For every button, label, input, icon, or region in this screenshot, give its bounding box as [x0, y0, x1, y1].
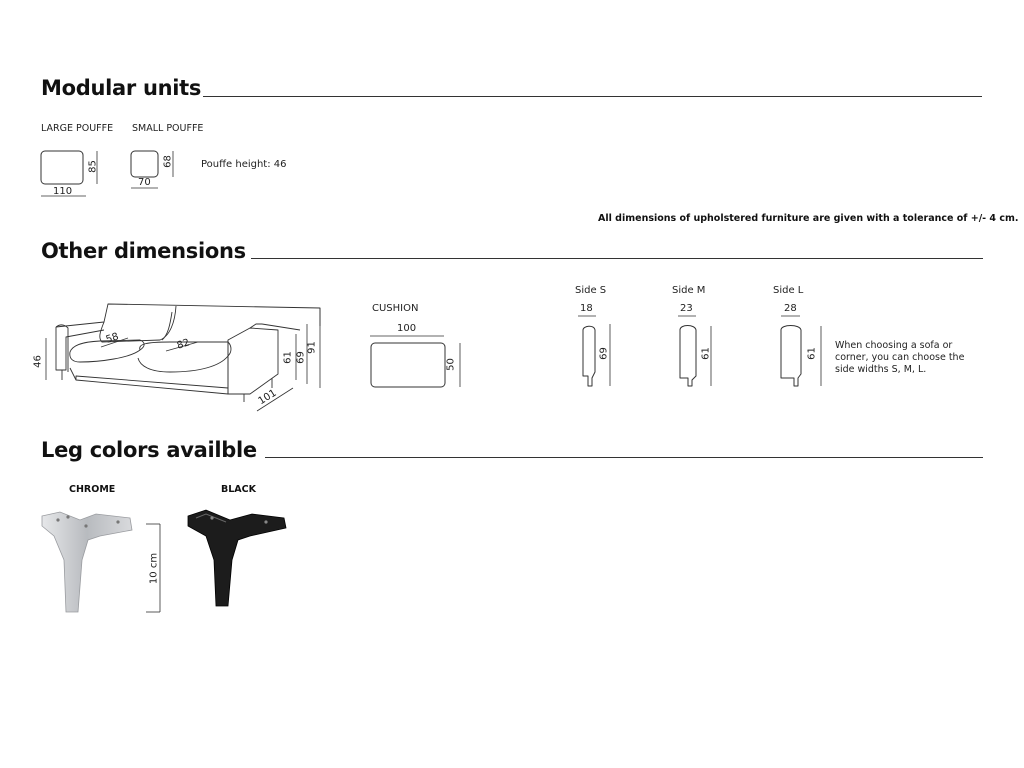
tolerance-note: All dimensions of upholstered furniture are given with a tolerance of +/- 4 cm.	[598, 213, 1019, 224]
side-widths-note: When choosing a sofa or corner, you can choose the side widths S, M, L.	[835, 340, 965, 375]
black-leg-label: BLACK	[221, 484, 256, 495]
side-l-height: 61	[806, 347, 818, 360]
cushion-width: 100	[397, 323, 417, 334]
small-pouffe-width: 70	[138, 177, 151, 188]
section-title-other-dimensions: Other dimensions	[41, 239, 246, 263]
large-pouffe-label: LARGE POUFFE	[41, 123, 114, 134]
section-title-modular-units: Modular units	[41, 76, 202, 100]
side-m-width: 23	[680, 303, 693, 314]
leg-height: 10 cm	[148, 552, 160, 585]
large-pouffe-depth: 85	[87, 160, 99, 173]
chrome-leg-label: CHROME	[69, 484, 116, 495]
sofa-total-height: 91	[306, 341, 318, 354]
sofa-back-height: 69	[295, 351, 307, 364]
large-pouffe-width: 110	[53, 186, 73, 197]
side-s-height: 69	[598, 347, 610, 360]
pouffe-height-note: Pouffe height: 46	[201, 159, 287, 170]
sofa-seat-height: 46	[32, 355, 44, 368]
side-m-height: 61	[700, 347, 712, 360]
side-m-label: Side M	[672, 285, 706, 296]
side-l-width: 28	[784, 303, 797, 314]
small-pouffe-label: SMALL POUFFE	[132, 123, 204, 134]
side-s-label: Side S	[575, 285, 607, 296]
cushion-label: CUSHION	[372, 303, 419, 314]
side-l-label: Side L	[773, 285, 804, 296]
sofa-depth: 101	[256, 387, 279, 408]
sofa-seat-depth-left: 58	[104, 331, 121, 346]
section-title-leg-colors: Leg colors availble	[41, 438, 257, 462]
side-s-width: 18	[580, 303, 593, 314]
small-pouffe-depth: 68	[162, 155, 174, 168]
sofa-seat-depth-right: 82	[175, 337, 192, 352]
cushion-height: 50	[445, 358, 457, 371]
sofa-arm-height: 61	[282, 351, 294, 364]
